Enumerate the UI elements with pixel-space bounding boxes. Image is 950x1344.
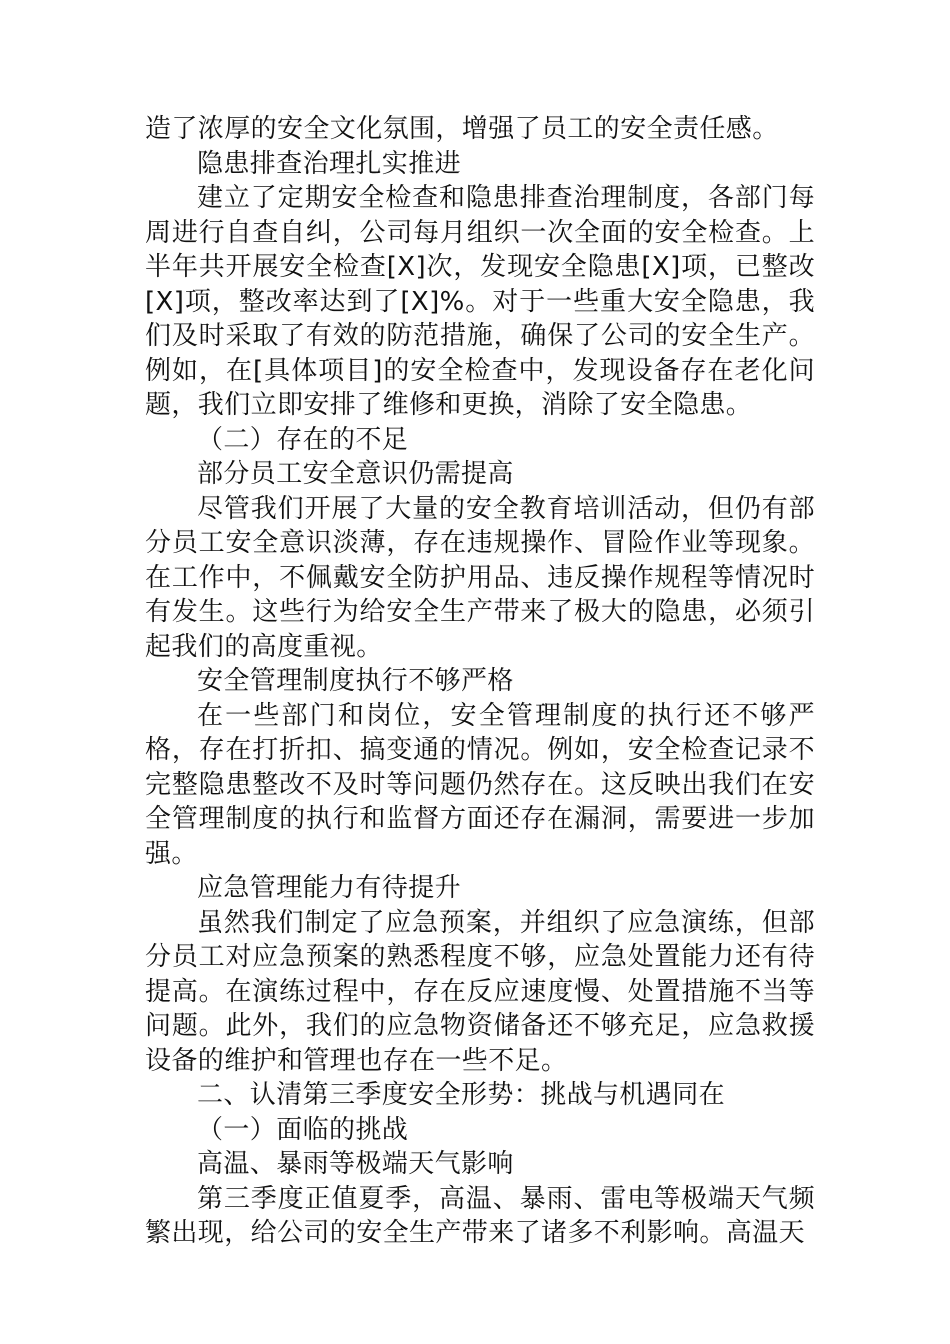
section-heading-emergency-management: 应急管理能力有待提升 xyxy=(197,873,462,903)
section-heading-employee-awareness: 部分员工安全意识仍需提高 xyxy=(197,459,514,489)
document-body xyxy=(145,112,815,1251)
section-heading-system-execution: 安全管理制度执行不够严格 xyxy=(197,666,514,696)
section-heading-extreme-weather: 高温、暴雨等极端天气影响 xyxy=(197,1149,514,1179)
paragraph-hazard-inspection: 建立了定期安全检查和隐患排查治理制度，各部门每周进行自查自纠，公司每月组织一次全面的安全检查。上半年共开展安全检查[X]次，发现安全隐患[X]项，已整改[X]项，整改率达到了[X]%。对于一些重大安全隐患，我们及时采取了有效的防范措施，确保了公司的安全生产。例如，在[具体项目]的安全检查中，发现设备存在老化问题，我们立即安排了维修和更换，消除了安全隐患。 xyxy=(145,183,815,420)
paragraph-emergency-management: 虽然我们制定了应急预案，并组织了应急演练，但部分员工对应急预案的熟悉程度不够，应急处置能力还有待提高。在演练过程中，存在反应速度慢、处置措施不当等问题。此外，我们的应急物资储备还不够充足，应急救援设备的维护和管理也存在一些不足。 xyxy=(145,907,815,1076)
paragraph-extreme-weather: 第三季度正值夏季，高温、暴雨、雷电等极端天气频繁出现，给公司的安全生产带来了诸多不利影响。高温天 xyxy=(145,1183,815,1248)
paragraph-continuation: 造了浓厚的安全文化氛围，增强了员工的安全责任感。 xyxy=(145,114,779,144)
paragraph-employee-awareness: 尽管我们开展了大量的安全教育培训活动，但仍有部分员工安全意识淡薄，存在违规操作、冒险作业等现象。在工作中，不佩戴安全防护用品、违反操作规程等情况时有发生。这些行为给安全生产带来了极大的隐患，必须引起我们的高度重视。 xyxy=(145,493,815,662)
section-heading-challenges: （一）面临的挑战 xyxy=(197,1114,409,1145)
paragraph-system-execution: 在一些部门和岗位，安全管理制度的执行还不够严格，存在打折扣、搞变通的情况。例如，安全检查记录不完整隐患整改不及时等问题仍然存在。这反映出我们在安全管理制度的执行和监督方面还存在漏洞，需要进一步加强。 xyxy=(145,700,815,869)
section-heading-shortcomings: （二）存在的不足 xyxy=(197,424,409,455)
section-heading-hazard-inspection: 隐患排查治理扎实推进 xyxy=(197,148,462,179)
section-heading-q3-situation: 二、认清第三季度安全形势：挑战与机遇同在 xyxy=(197,1080,726,1110)
